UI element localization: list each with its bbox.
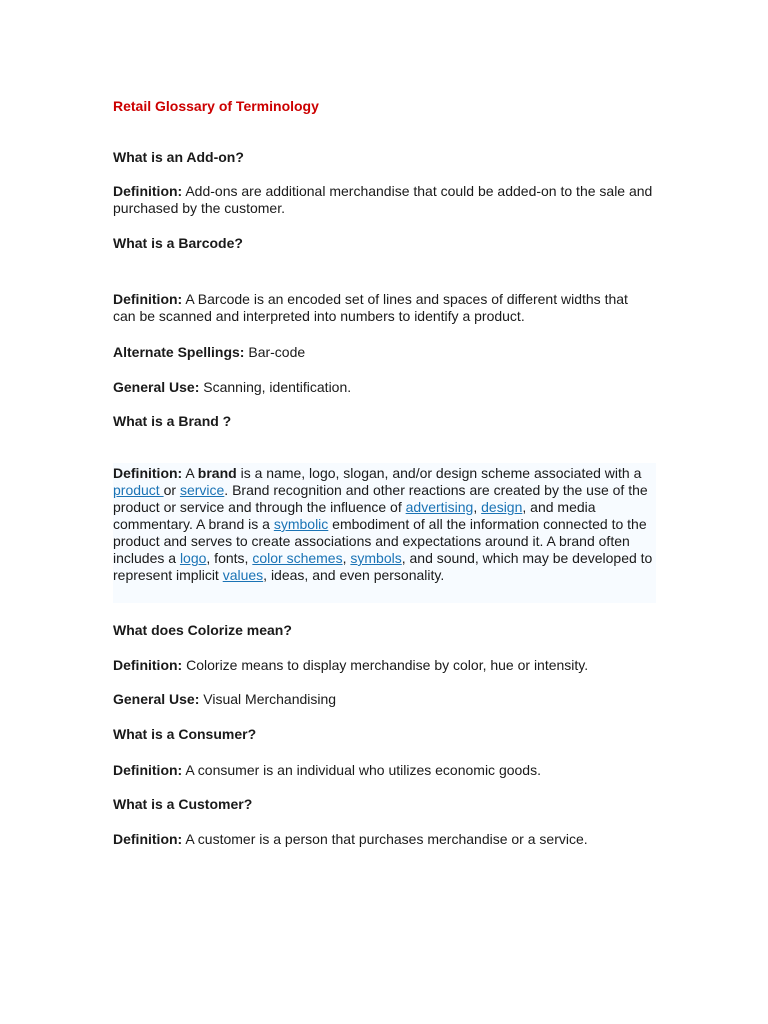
- definition-label: Definition:: [113, 831, 183, 847]
- definition-label: Definition:: [113, 465, 183, 481]
- general-use-colorize: [113, 691, 658, 708]
- definition-text: Colorize means to display merchandise by color, hue or intensity.: [186, 657, 589, 673]
- question-customer: What is a Customer?: [113, 796, 253, 812]
- brand-text-10: , and sound, which may be developed to represent implicit: [113, 550, 653, 583]
- general-use-text: Scanning, identification.: [203, 379, 352, 395]
- brand-text-8: , fonts,: [206, 550, 253, 566]
- brand-text-5: ,: [473, 499, 482, 515]
- link-product[interactable]: product: [113, 482, 164, 498]
- link-color-schemes[interactable]: color schemes: [252, 550, 343, 566]
- definition-label: Definition:: [113, 657, 183, 673]
- definition-colorize: [113, 657, 653, 674]
- brand-text-7: embodiment of all the information connected to the product and serves to create associations and expectations around it. A brand often includes a: [113, 516, 647, 566]
- definition-brand: [113, 465, 653, 584]
- document-title: Retail Glossary of Terminology: [113, 98, 319, 114]
- alternate-spellings-text: Bar-code: [248, 344, 306, 360]
- link-symbolic[interactable]: symbolic: [273, 516, 329, 532]
- brand-text-11: , ideas, and even personality.: [263, 567, 445, 583]
- link-logo[interactable]: logo: [179, 550, 207, 566]
- brand-text-1: A: [182, 465, 198, 481]
- question-consumer: What is a Consumer?: [113, 726, 257, 742]
- definition-consumer: [113, 762, 653, 779]
- definition-label: Definition:: [113, 291, 183, 307]
- question-brand: What is a Brand ?: [113, 413, 232, 429]
- definition-label: Definition:: [113, 762, 183, 778]
- definition-barcode: [113, 291, 653, 325]
- definition-label: Definition:: [113, 183, 183, 199]
- question-addon: What is an Add-on?: [113, 149, 244, 165]
- brand-bold-word: brand: [197, 465, 237, 481]
- brand-text-4: . Brand recognition and other reactions are created by the use of the product or service and through the influence of: [113, 482, 648, 515]
- general-use-label: General Use:: [113, 691, 200, 707]
- link-values[interactable]: values: [222, 567, 264, 583]
- brand-text-3: or: [163, 482, 180, 498]
- brand-text-6: , and media commentary. A brand is a: [113, 499, 596, 532]
- link-symbols[interactable]: symbols: [350, 550, 402, 566]
- link-advertising[interactable]: advertising: [405, 499, 474, 515]
- definition-text: Add-ons are additional merchandise that could be added-on to the sale and purchased by the customer.: [113, 183, 653, 216]
- definition-text: A consumer is an individual who utilizes economic goods.: [185, 762, 541, 778]
- question-barcode: What is a Barcode?: [113, 235, 243, 251]
- definition-addon: [113, 183, 653, 217]
- definition-text: A Barcode is an encoded set of lines and spaces of different widths that can be scanned and interpreted into numbers to identify a product.: [113, 291, 628, 324]
- link-design[interactable]: design: [481, 499, 523, 515]
- brand-text-2: is a name, logo, slogan, and/or design scheme associated with a: [236, 465, 642, 481]
- alternate-spellings-barcode: [113, 344, 658, 361]
- definition-text: A customer is a person that purchases merchandise or a service.: [185, 831, 588, 847]
- brand-text-9: ,: [342, 550, 351, 566]
- question-colorize: What does Colorize mean?: [113, 622, 292, 638]
- general-use-text: Visual Merchandising: [203, 691, 337, 707]
- alternate-spellings-label: Alternate Spellings:: [113, 344, 245, 360]
- general-use-barcode: [113, 379, 658, 396]
- general-use-label: General Use:: [113, 379, 200, 395]
- link-service[interactable]: service: [179, 482, 225, 498]
- definition-customer: [113, 831, 653, 848]
